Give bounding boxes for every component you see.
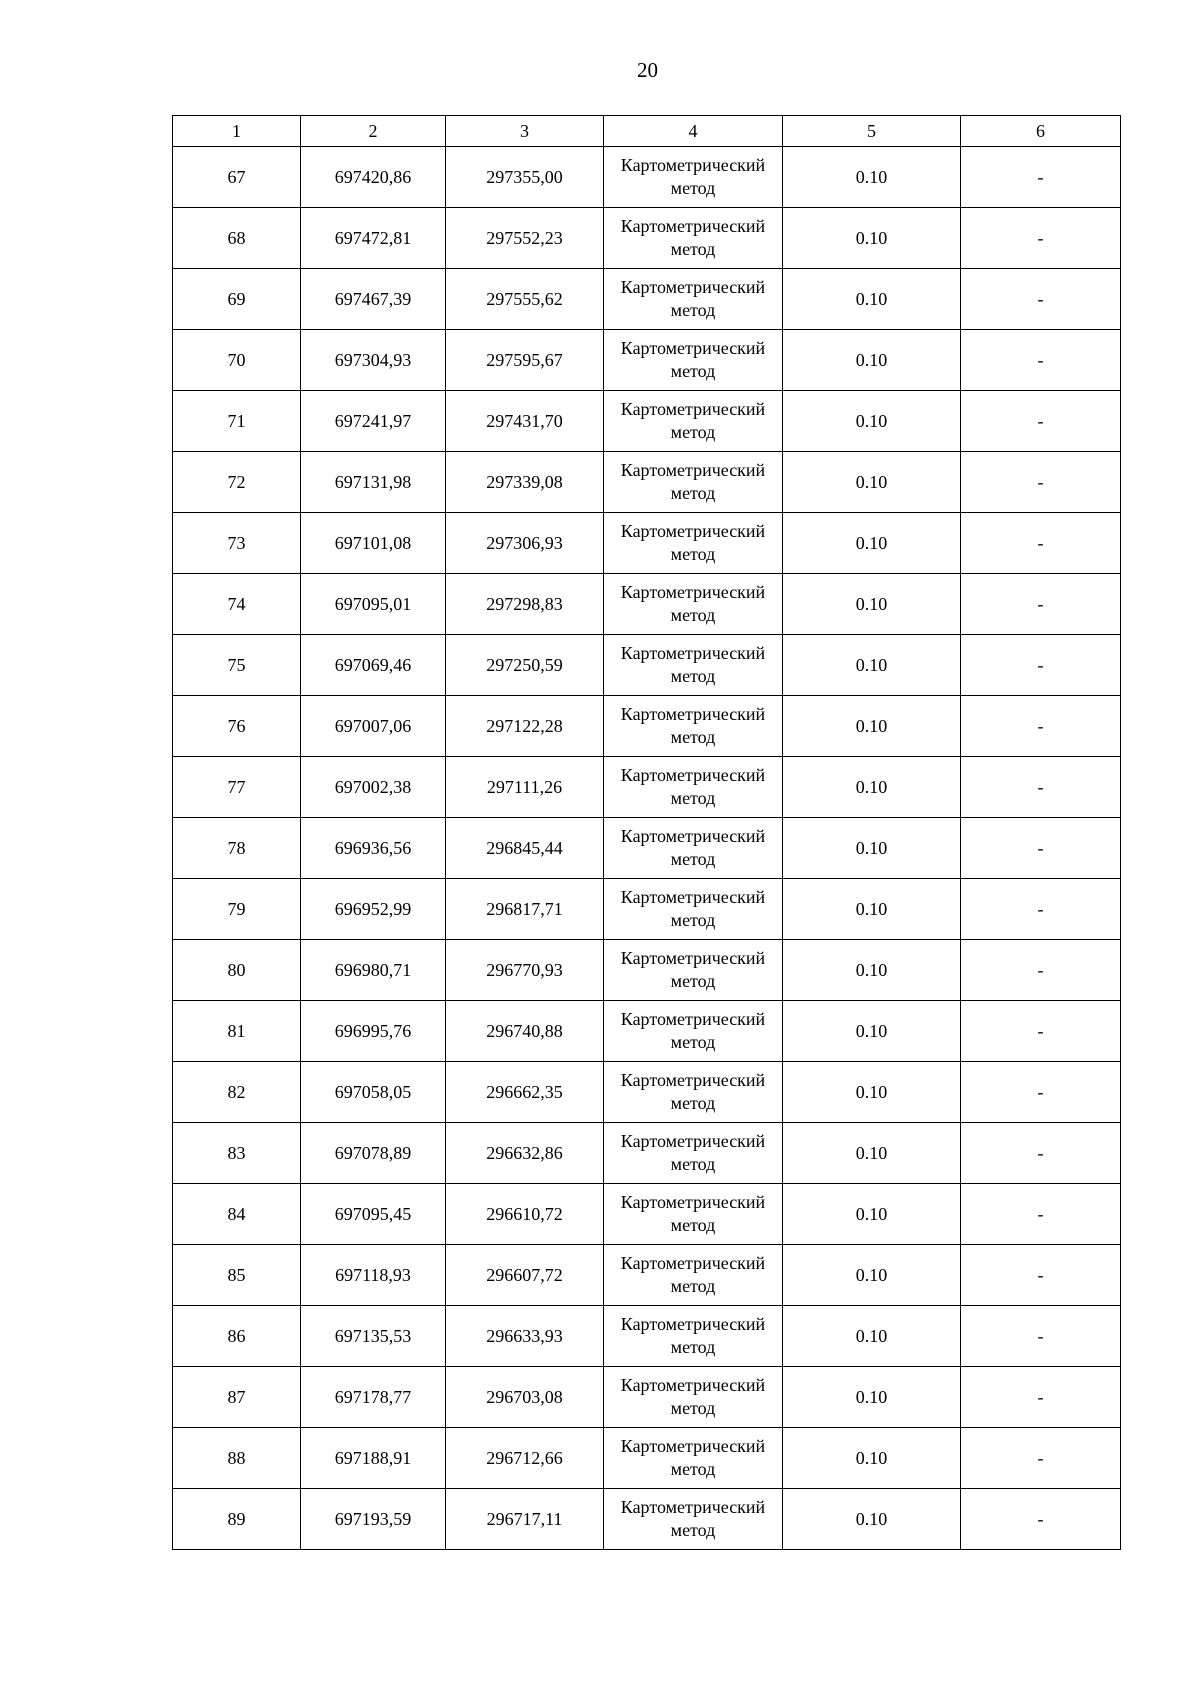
- x-coordinate-cell: 697193,59: [301, 1489, 446, 1550]
- x-coordinate-cell: 697188,91: [301, 1428, 446, 1489]
- method-text-line2: метод: [670, 300, 716, 320]
- note-cell: -: [961, 147, 1121, 208]
- x-coordinate-cell: 696980,71: [301, 940, 446, 1001]
- method-text-line1: Картометрический: [620, 1253, 766, 1273]
- coordinates-table: [172, 115, 1121, 1550]
- y-coordinate-cell: 297431,70: [446, 391, 604, 452]
- accuracy-cell: 0.10: [783, 1245, 961, 1306]
- x-coordinate-cell: 697420,86: [301, 147, 446, 208]
- y-coordinate-cell: 297355,00: [446, 147, 604, 208]
- accuracy-cell: 0.10: [783, 330, 961, 391]
- point-number-cell: 82: [173, 1062, 301, 1123]
- table-row: [173, 1123, 1121, 1184]
- x-coordinate-cell: 697472,81: [301, 208, 446, 269]
- accuracy-cell: 0.10: [783, 147, 961, 208]
- x-coordinate-cell: 697069,46: [301, 635, 446, 696]
- method-text-line1: Картометрический: [620, 948, 766, 968]
- column-header: 2: [301, 116, 446, 147]
- y-coordinate-cell: 297306,93: [446, 513, 604, 574]
- note-cell: -: [961, 1367, 1121, 1428]
- note-cell: -: [961, 879, 1121, 940]
- note-cell: -: [961, 1123, 1121, 1184]
- point-number-cell: 81: [173, 1001, 301, 1062]
- y-coordinate-cell: 296662,35: [446, 1062, 604, 1123]
- accuracy-cell: 0.10: [783, 574, 961, 635]
- table-row: [173, 1184, 1121, 1245]
- table-body: [173, 116, 1121, 1550]
- x-coordinate-cell: 697304,93: [301, 330, 446, 391]
- x-coordinate-cell: 697178,77: [301, 1367, 446, 1428]
- table-row: [173, 513, 1121, 574]
- x-coordinate-cell: 696995,76: [301, 1001, 446, 1062]
- accuracy-cell: 0.10: [783, 452, 961, 513]
- point-number-cell: 76: [173, 696, 301, 757]
- accuracy-cell: 0.10: [783, 818, 961, 879]
- method-text-line1: Картометрический: [620, 1192, 766, 1212]
- method-text-line2: метод: [670, 1032, 716, 1052]
- point-number-cell: 80: [173, 940, 301, 1001]
- note-cell: -: [961, 513, 1121, 574]
- method-text-line1: Картометрический: [620, 582, 766, 602]
- table-row: [173, 330, 1121, 391]
- point-number-cell: 73: [173, 513, 301, 574]
- method-text-line1: Картометрический: [620, 216, 766, 236]
- method-text-line2: метод: [670, 483, 716, 503]
- note-cell: -: [961, 1245, 1121, 1306]
- accuracy-cell: 0.10: [783, 513, 961, 574]
- method-cell: [604, 1062, 783, 1123]
- table-row: [173, 1306, 1121, 1367]
- x-coordinate-cell: 697101,08: [301, 513, 446, 574]
- point-number-cell: 85: [173, 1245, 301, 1306]
- method-cell: [604, 940, 783, 1001]
- method-cell: [604, 330, 783, 391]
- y-coordinate-cell: 297595,67: [446, 330, 604, 391]
- method-text-line2: метод: [670, 1459, 716, 1479]
- method-cell: [604, 513, 783, 574]
- table-row: [173, 452, 1121, 513]
- accuracy-cell: 0.10: [783, 208, 961, 269]
- method-cell: [604, 1367, 783, 1428]
- table-row: [173, 818, 1121, 879]
- method-text-line2: метод: [670, 1093, 716, 1113]
- y-coordinate-cell: 296607,72: [446, 1245, 604, 1306]
- x-coordinate-cell: 697078,89: [301, 1123, 446, 1184]
- method-text-line1: Картометрический: [620, 826, 766, 846]
- table-row: [173, 757, 1121, 818]
- x-coordinate-cell: 697002,38: [301, 757, 446, 818]
- page-number: 20: [637, 58, 658, 82]
- table-row: [173, 269, 1121, 330]
- note-cell: -: [961, 1184, 1121, 1245]
- note-cell: -: [961, 1306, 1121, 1367]
- table-row: [173, 1062, 1121, 1123]
- method-text-line1: Картометрический: [620, 277, 766, 297]
- accuracy-cell: 0.10: [783, 940, 961, 1001]
- y-coordinate-cell: 297122,28: [446, 696, 604, 757]
- column-header: 3: [446, 116, 604, 147]
- column-header: 5: [783, 116, 961, 147]
- y-coordinate-cell: 297555,62: [446, 269, 604, 330]
- method-text-line1: Картометрический: [620, 643, 766, 663]
- point-number-cell: 88: [173, 1428, 301, 1489]
- note-cell: -: [961, 696, 1121, 757]
- accuracy-cell: 0.10: [783, 269, 961, 330]
- x-coordinate-cell: 697118,93: [301, 1245, 446, 1306]
- accuracy-cell: 0.10: [783, 757, 961, 818]
- accuracy-cell: 0.10: [783, 1062, 961, 1123]
- accuracy-cell: 0.10: [783, 879, 961, 940]
- method-text-line2: метод: [670, 178, 716, 198]
- method-cell: [604, 1123, 783, 1184]
- y-coordinate-cell: 296740,88: [446, 1001, 604, 1062]
- method-text-line1: Картометрический: [620, 338, 766, 358]
- method-text-line1: Картометрический: [620, 1131, 766, 1151]
- point-number-cell: 78: [173, 818, 301, 879]
- method-cell: [604, 696, 783, 757]
- point-number-cell: 87: [173, 1367, 301, 1428]
- method-text-line2: метод: [670, 361, 716, 381]
- x-coordinate-cell: 697007,06: [301, 696, 446, 757]
- table-row: [173, 940, 1121, 1001]
- method-text-line1: Картометрический: [620, 1314, 766, 1334]
- note-cell: -: [961, 757, 1121, 818]
- table-row: [173, 208, 1121, 269]
- note-cell: -: [961, 1001, 1121, 1062]
- note-cell: -: [961, 1428, 1121, 1489]
- y-coordinate-cell: 296712,66: [446, 1428, 604, 1489]
- x-coordinate-cell: 697241,97: [301, 391, 446, 452]
- method-text-line2: метод: [670, 666, 716, 686]
- method-text-line2: метод: [670, 422, 716, 442]
- method-text-line1: Картометрический: [620, 1497, 766, 1517]
- accuracy-cell: 0.10: [783, 1001, 961, 1062]
- y-coordinate-cell: 296817,71: [446, 879, 604, 940]
- y-coordinate-cell: 297111,26: [446, 757, 604, 818]
- x-coordinate-cell: 696952,99: [301, 879, 446, 940]
- point-number-cell: 69: [173, 269, 301, 330]
- method-text-line1: Картометрический: [620, 521, 766, 541]
- accuracy-cell: 0.10: [783, 635, 961, 696]
- method-text-line2: метод: [670, 910, 716, 930]
- table-row: [173, 391, 1121, 452]
- method-text-line2: метод: [670, 1215, 716, 1235]
- method-cell: [604, 879, 783, 940]
- y-coordinate-cell: 297298,83: [446, 574, 604, 635]
- point-number-cell: 79: [173, 879, 301, 940]
- method-text-line1: Картометрический: [620, 155, 766, 175]
- method-text-line1: Картометрический: [620, 1009, 766, 1029]
- table-row: [173, 147, 1121, 208]
- table-header-row: [173, 116, 1121, 147]
- note-cell: -: [961, 452, 1121, 513]
- method-text-line2: метод: [670, 971, 716, 991]
- accuracy-cell: 0.10: [783, 1367, 961, 1428]
- method-text-line1: Картометрический: [620, 704, 766, 724]
- table-row: [173, 1245, 1121, 1306]
- point-number-cell: 74: [173, 574, 301, 635]
- method-cell: [604, 1306, 783, 1367]
- point-number-cell: 70: [173, 330, 301, 391]
- note-cell: -: [961, 269, 1121, 330]
- method-text-line1: Картометрический: [620, 460, 766, 480]
- method-text-line2: метод: [670, 1337, 716, 1357]
- point-number-cell: 71: [173, 391, 301, 452]
- method-text-line2: метод: [670, 1398, 716, 1418]
- point-number-cell: 86: [173, 1306, 301, 1367]
- y-coordinate-cell: 296717,11: [446, 1489, 604, 1550]
- column-header: 4: [604, 116, 783, 147]
- method-text-line1: Картометрический: [620, 1436, 766, 1456]
- table-row: [173, 879, 1121, 940]
- method-text-line2: метод: [670, 605, 716, 625]
- point-number-cell: 72: [173, 452, 301, 513]
- y-coordinate-cell: 297250,59: [446, 635, 604, 696]
- y-coordinate-cell: 296703,08: [446, 1367, 604, 1428]
- method-text-line1: Картометрический: [620, 765, 766, 785]
- column-header: 1: [173, 116, 301, 147]
- method-cell: [604, 1001, 783, 1062]
- method-cell: [604, 269, 783, 330]
- y-coordinate-cell: 296845,44: [446, 818, 604, 879]
- method-cell: [604, 208, 783, 269]
- method-cell: [604, 818, 783, 879]
- y-coordinate-cell: 296633,93: [446, 1306, 604, 1367]
- note-cell: -: [961, 391, 1121, 452]
- x-coordinate-cell: 697058,05: [301, 1062, 446, 1123]
- accuracy-cell: 0.10: [783, 1428, 961, 1489]
- x-coordinate-cell: 697095,45: [301, 1184, 446, 1245]
- method-text-line2: метод: [670, 788, 716, 808]
- x-coordinate-cell: 696936,56: [301, 818, 446, 879]
- note-cell: -: [961, 330, 1121, 391]
- table-row: [173, 635, 1121, 696]
- note-cell: -: [961, 208, 1121, 269]
- method-cell: [604, 635, 783, 696]
- note-cell: -: [961, 635, 1121, 696]
- method-cell: [604, 1184, 783, 1245]
- method-cell: [604, 1245, 783, 1306]
- method-text-line2: метод: [670, 239, 716, 259]
- method-text-line2: метод: [670, 727, 716, 747]
- y-coordinate-cell: 297552,23: [446, 208, 604, 269]
- note-cell: -: [961, 818, 1121, 879]
- accuracy-cell: 0.10: [783, 1184, 961, 1245]
- x-coordinate-cell: 697467,39: [301, 269, 446, 330]
- method-text-line1: Картометрический: [620, 1375, 766, 1395]
- accuracy-cell: 0.10: [783, 696, 961, 757]
- method-text-line1: Картометрический: [620, 887, 766, 907]
- note-cell: -: [961, 1489, 1121, 1550]
- accuracy-cell: 0.10: [783, 1123, 961, 1184]
- point-number-cell: 77: [173, 757, 301, 818]
- point-number-cell: 83: [173, 1123, 301, 1184]
- method-cell: [604, 1489, 783, 1550]
- accuracy-cell: 0.10: [783, 391, 961, 452]
- point-number-cell: 67: [173, 147, 301, 208]
- column-header: 6: [961, 116, 1121, 147]
- accuracy-cell: 0.10: [783, 1306, 961, 1367]
- table-row: [173, 1428, 1121, 1489]
- table-row: [173, 696, 1121, 757]
- y-coordinate-cell: 296770,93: [446, 940, 604, 1001]
- table-row: [173, 574, 1121, 635]
- y-coordinate-cell: 296610,72: [446, 1184, 604, 1245]
- method-cell: [604, 1428, 783, 1489]
- method-text-line1: Картометрический: [620, 1070, 766, 1090]
- point-number-cell: 75: [173, 635, 301, 696]
- method-text-line2: метод: [670, 1520, 716, 1540]
- method-text-line2: метод: [670, 849, 716, 869]
- x-coordinate-cell: 697131,98: [301, 452, 446, 513]
- point-number-cell: 84: [173, 1184, 301, 1245]
- x-coordinate-cell: 697095,01: [301, 574, 446, 635]
- point-number-cell: 89: [173, 1489, 301, 1550]
- note-cell: -: [961, 574, 1121, 635]
- y-coordinate-cell: 297339,08: [446, 452, 604, 513]
- point-number-cell: 68: [173, 208, 301, 269]
- method-cell: [604, 391, 783, 452]
- table-row: [173, 1367, 1121, 1428]
- method-text-line1: Картометрический: [620, 399, 766, 419]
- method-cell: [604, 574, 783, 635]
- accuracy-cell: 0.10: [783, 1489, 961, 1550]
- method-cell: [604, 757, 783, 818]
- note-cell: -: [961, 1062, 1121, 1123]
- method-text-line2: метод: [670, 1154, 716, 1174]
- note-cell: -: [961, 940, 1121, 1001]
- method-cell: [604, 452, 783, 513]
- method-text-line2: метод: [670, 1276, 716, 1296]
- y-coordinate-cell: 296632,86: [446, 1123, 604, 1184]
- x-coordinate-cell: 697135,53: [301, 1306, 446, 1367]
- table-row: [173, 1489, 1121, 1550]
- method-cell: [604, 147, 783, 208]
- method-text-line2: метод: [670, 544, 716, 564]
- table-row: [173, 1001, 1121, 1062]
